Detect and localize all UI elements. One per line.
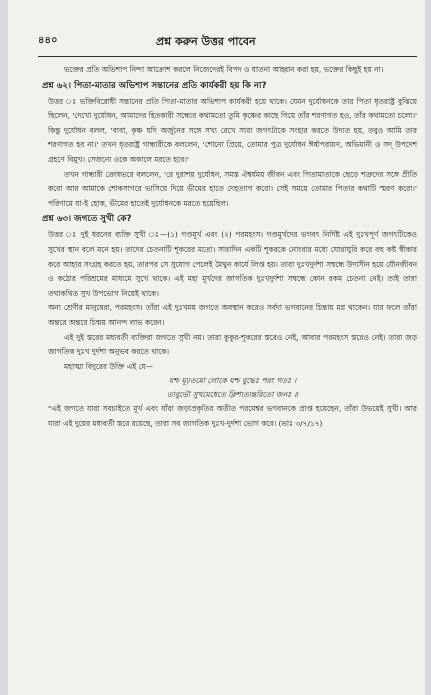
paragraph: অন্য শ্রেণীর মানুষেরা, পরমহংস। তাঁরা এই দুঃখময় জগতে অবস্থান করেও সর্বদা ভগবানের চিন্তায় মগ্ন থাকেন। যার ফলে তাঁরা অন্তরে অন্তরে চিন্ময় আনন্দ লাভ করেন। — [48, 303, 417, 327]
paragraph: এই দুই স্তরের মধ্যবর্তী ব্যক্তিরা জগতে সুখী নয়। তারা কুকুর-শূকরের স্তরেও নেই, আবার পরমহংস স্তরেও নেই। তারা জড় জাগতিক দুঃখ দুর্দশা অনুভব করতে থাকে। — [48, 332, 417, 357]
running-title: প্রশ্ন করুন উত্তর পাবেন — [156, 35, 256, 48]
page-header — [38, 28, 417, 54]
page-number: ৪৪০ — [38, 34, 58, 46]
translation-paragraph: "এই জগতে যারা সবচাইতে মূর্খ এবং যাঁরা জড়াপ্রকৃতির অতীত পরমেশ্বর ভগবানকে প্রাপ্ত হয়েছেন, তাঁরা উভয়েই সুখী। আর যারা এই দুয়ের মধ্যবর্তী স্তরে রয়েছে, তারা সব জাগতিক দুঃখ-দুর্দশা ভোগ করে। (ভাঃ ৩/৭/১৭) — [48, 404, 417, 428]
question-heading: প্রশ্ন ৬২। পিতা-মাতার অভিশাপ সন্তানের প্রতি কার্যকরী হয় কি না? — [42, 80, 267, 91]
paragraph: তখন গান্ধারী ক্রোধভরে বললেন, 'রে দুরাশয় দুর্যোধন, সমস্ত ঐশ্বর্যময় জীবন এবং পিতামাতাকে ছেড়ে শত্রুদের সঙ্গে প্রীতি করো আর আমাকে শোকসাগরে ভাসিয়ে দিয়ে ভীমের হাতে দেহত্যাগ করো। সেই সময়ে তোমার পিতার কথাটি স্মরণ করো।' পরিণামে যা-ই হোক, ভীমের হাতেই দুর্যোধনকে মরতে হয়েছিল। — [48, 169, 417, 208]
sanskrit-verse-line: তাবুভৌ সুখমেধেতে ক্লিশ্যত্যন্তরিতো জনঃ ॥ — [167, 390, 298, 400]
question-heading: প্রশ্ন ৬৩। জগতে সুখী কে? — [42, 214, 132, 225]
book-page — [8, 0, 425, 695]
paragraph: মহাত্মা বিদুরের উক্তি এই যে— — [64, 361, 154, 371]
sanskrit-verse-line: যশ্চ মূঢ়তমো লোকে যশ্চ বুদ্ধেঃ পরং গতঃ । — [168, 376, 297, 386]
answer-paragraph: উত্তর ঃ দুই ধরনের ব্যক্তি সুখী ঃ—(১) গণ্ডমূর্খ এবং (২) পরমহংস। গণ্ডমূর্খদের ভগবৎ নির্দিষ্ট এই দুঃখপূর্ণ জগৎটিকেও সুখের স্থান বলে মনে হয়। তাদের চেতনাটি শূকরের মতো। সারাদিন একটি শূকরকে নোংরার মধ্যে ঘোরাঘুরি করে বহু কষ্ট স্বীকার করে আহার সংগ্রহ করতে হয়, তারপর সে সুযোগ পেলেই মৈথুন কার্যে লিপ্ত হয়। তারা দুঃখদুর্দশা সম্বন্ধে উদাসীন হয়ে যৌনজীবন ও কঠোর পরিশ্রমের মাধ্যমে সুখে থাকে। এই মহা মূর্খদের জাগতিক দুঃখদুর্দশা সম্বন্ধে কোন রকম চেতনা নেই। তাই তারা তথাকথিত সুখ উপভোগ নিয়েই থাকে। — [48, 230, 417, 298]
paragraph: ভক্তের প্রতি অভিশাপ নিন্দা আক্রোশ করলে নিজেদেরই বিপদ ও যাতনা আহ্বান করা হয়, ভক্তের কিছুই হয় না। — [64, 65, 384, 74]
answer-paragraph: উত্তর ঃ ভক্তিবিরোধী সন্তানের প্রতি পিতা-মাতার অভিশাপ কার্যকরী হয়ে থাকে। যেমন দুর্যোধনকে তার পিতা ধৃতরাষ্ট্র বুঝিয়ে ছিলেন, 'দেখো দুর্যোধন, আমাদের হিতকারী সন্ধ্যের কথামতো তুমি কৃষ্ণের কাছে গিয়ে তাঁর শরণাগত হও, তাঁর কথামতো চলো।' কিন্তু দুর্যোধন বলল, 'বাবা, কৃষ্ণ যদি অর্জুনের সঙ্গে সখ্য রেখে সারা জগৎটাকে সংহার করতে উদ্যত হয়, তবুও আমি তার শরণাগত হব না।' তখন ধৃতরাষ্ট্র গান্ধারীকে বললেন, 'শোনো প্রিয়ে, তোমার পুত্র দুর্যোধন ঈর্ষাপরায়ণ, অভিমানী ও সদ্ উপদেশ গ্রহণে বিমুখ। সেজন্যে ওকে অকালে মরতে হবে।' — [48, 96, 417, 164]
header-rule — [38, 56, 417, 57]
